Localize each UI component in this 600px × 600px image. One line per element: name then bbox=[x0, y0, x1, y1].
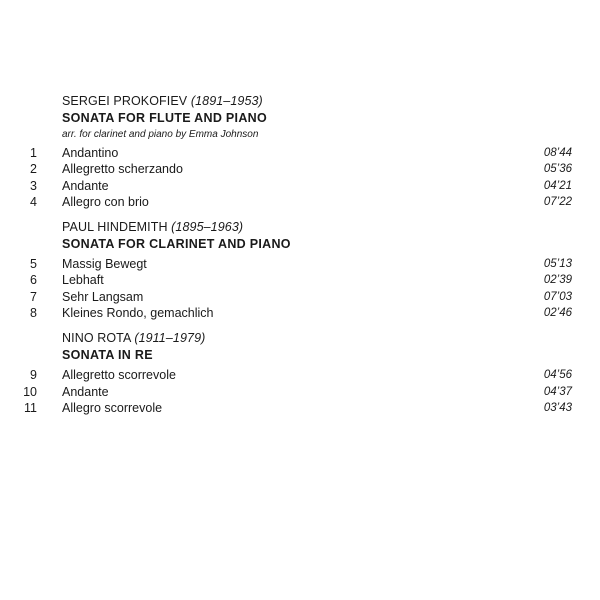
track-row bbox=[0, 161, 600, 177]
track-list bbox=[0, 367, 600, 416]
composer-dates: (1895–1963) bbox=[171, 220, 244, 235]
track-title: Lebhaft bbox=[62, 273, 104, 288]
track-duration: 07’03 bbox=[543, 290, 572, 303]
track-title: Andante bbox=[62, 178, 109, 193]
section-prokofiev bbox=[0, 92, 600, 210]
tracklist bbox=[0, 92, 600, 424]
section-hindemith bbox=[0, 218, 600, 321]
track-row bbox=[0, 289, 600, 305]
track-title: Massig Bewegt bbox=[62, 257, 147, 272]
track-title: Allegretto scorrevole bbox=[62, 368, 176, 383]
arrangement-note: arr. for clarinet and piano by Emma Johnson bbox=[62, 129, 259, 140]
track-number: 9 bbox=[30, 368, 37, 383]
track-row bbox=[0, 367, 600, 383]
track-row bbox=[0, 178, 600, 194]
track-number: 11 bbox=[24, 400, 37, 415]
track-number: 6 bbox=[30, 273, 37, 288]
track-duration: 07’22 bbox=[543, 195, 572, 208]
composer-name: PAUL HINDEMITH bbox=[62, 220, 168, 235]
track-row bbox=[0, 256, 600, 272]
composer-line bbox=[0, 329, 600, 347]
track-row bbox=[0, 145, 600, 161]
work-title: SONATA FOR CLARINET AND PIANO bbox=[62, 237, 291, 252]
track-duration: 04’56 bbox=[543, 369, 572, 382]
track-duration: 02’39 bbox=[543, 274, 572, 287]
track-title: Allegro scorrevole bbox=[62, 400, 163, 415]
composer-name: NINO ROTA bbox=[62, 331, 131, 346]
composer-name: SERGEI PROKOFIEV bbox=[62, 94, 188, 108]
track-row bbox=[0, 305, 600, 321]
track-list bbox=[0, 145, 600, 210]
track-title: Kleines Rondo, gemachlich bbox=[62, 306, 214, 321]
composer-dates: (1891–1953) bbox=[190, 94, 263, 108]
composer-line bbox=[0, 218, 600, 236]
track-duration: 03’43 bbox=[543, 401, 572, 414]
track-row bbox=[0, 194, 600, 210]
track-number: 5 bbox=[30, 257, 37, 272]
track-list bbox=[0, 256, 600, 321]
track-number: 4 bbox=[30, 194, 37, 209]
section-rota bbox=[0, 329, 600, 416]
track-number: 10 bbox=[23, 384, 37, 399]
track-duration: 02’46 bbox=[543, 307, 572, 320]
track-duration: 08’44 bbox=[543, 147, 572, 159]
work-title: SONATA IN RE bbox=[62, 348, 153, 363]
track-title: Sehr Langsam bbox=[62, 289, 144, 304]
track-row bbox=[0, 384, 600, 400]
track-number: 2 bbox=[30, 162, 37, 177]
track-number: 7 bbox=[30, 289, 37, 304]
track-duration: 04’37 bbox=[543, 385, 572, 398]
track-title: Allegretto scherzando bbox=[62, 162, 183, 177]
track-number: 1 bbox=[30, 146, 37, 160]
track-row bbox=[0, 400, 600, 416]
track-duration: 05’13 bbox=[543, 258, 572, 271]
work-title: SONATA FOR FLUTE AND PIANO bbox=[62, 111, 268, 125]
track-duration: 05’36 bbox=[543, 163, 572, 176]
composer-line bbox=[0, 92, 600, 110]
track-number: 8 bbox=[30, 306, 37, 321]
track-title: Andante bbox=[62, 384, 109, 399]
track-duration: 04’21 bbox=[543, 179, 572, 192]
track-title: Allegro con brio bbox=[62, 194, 149, 209]
composer-dates: (1911–1979) bbox=[134, 331, 206, 346]
track-title: Andantino bbox=[62, 146, 119, 160]
track-number: 3 bbox=[30, 178, 37, 193]
track-row bbox=[0, 272, 600, 288]
